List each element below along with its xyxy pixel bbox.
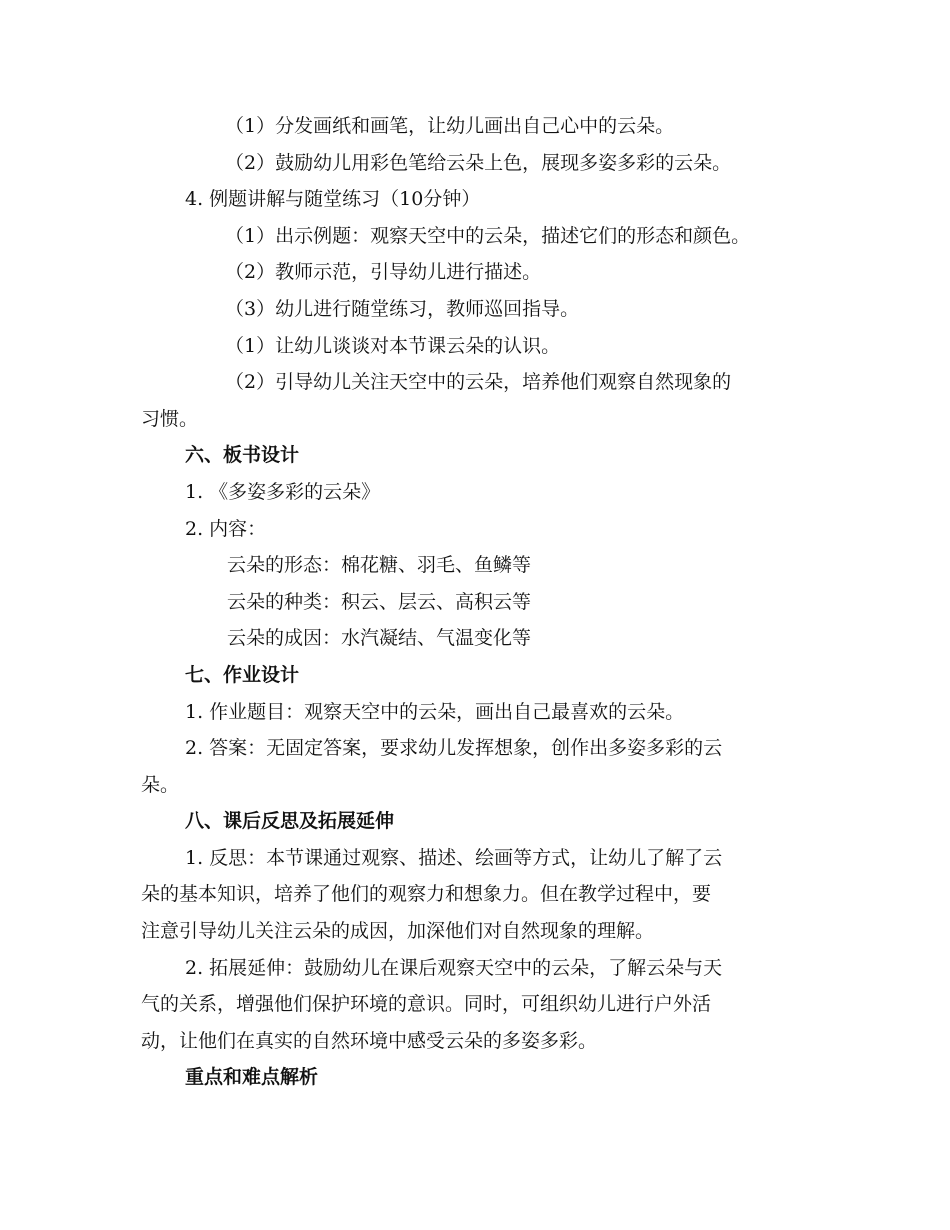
text-line: （1）让幼儿谈谈对本节课云朵的认识。 [225,334,561,357]
text-line: （1）出示例题：观察天空中的云朵，描述它们的形态和颜色。 [225,224,751,247]
paragraph-line: 气的关系，增强他们保护环境的意识。同时，可组织幼儿进行户外活 [141,993,712,1016]
text-line: 云朵的形态：棉花糖、羽毛、鱼鳞等 [227,554,532,577]
text-line: （2）引导幼儿关注天空中的云朵，培养他们观察自然现象的 [225,371,732,394]
document-page [141,108,809,1096]
numbered-item: 2. 答案：无固定答案，要求幼儿发挥想象，创作出多姿多彩的云 [185,737,723,760]
paragraph-line: 朵的基本知识，培养了他们的观察力和想象力。但在教学过程中，要 [141,883,712,906]
section-heading-board-design: 六、板书设计 [185,444,300,467]
text-line: （2）教师示范，引导幼儿进行描述。 [225,261,542,284]
paragraph-line: 2. 拓展延伸：鼓励幼儿在课后观察天空中的云朵，了解云朵与天 [185,956,723,979]
text-line-continuation: 朵。 [141,773,180,796]
numbered-item: 1. 作业题目：观察天空中的云朵，画出自己最喜欢的云朵。 [185,700,685,723]
text-line: （3）幼儿进行随堂练习，教师巡回指导。 [225,297,580,320]
text-line: （1）分发画纸和画笔，让幼儿画出自己心中的云朵。 [225,115,675,137]
text-line: （2）鼓励幼儿用彩色笔给云朵上色，展现多姿多彩的云朵。 [225,151,732,174]
text-line: 云朵的种类：积云、层云、高积云等 [227,590,532,613]
numbered-item: 4. 例题讲解与随堂练习（10分钟） [185,188,481,211]
section-heading-homework-design: 七、作业设计 [185,663,300,686]
text-line: 云朵的成因：水汽凝结、气温变化等 [227,627,532,650]
paragraph-line: 动，让他们在真实的自然环境中感受云朵的多姿多彩。 [141,1029,598,1052]
paragraph-line: 注意引导幼儿关注云朵的成因，加深他们对自然现象的理解。 [141,920,655,943]
numbered-item: 2. 内容： [185,517,267,540]
numbered-item: 1. 《多姿多彩的云朵》 [185,480,381,503]
section-heading-reflection: 八、课后反思及拓展延伸 [185,810,395,833]
section-heading-key-points: 重点和难点解析 [185,1066,319,1089]
text-line-continuation: 习惯。 [141,407,199,430]
paragraph-line: 1. 反思：本节课通过观察、描述、绘画等方式，让幼儿了解了云 [185,846,723,869]
